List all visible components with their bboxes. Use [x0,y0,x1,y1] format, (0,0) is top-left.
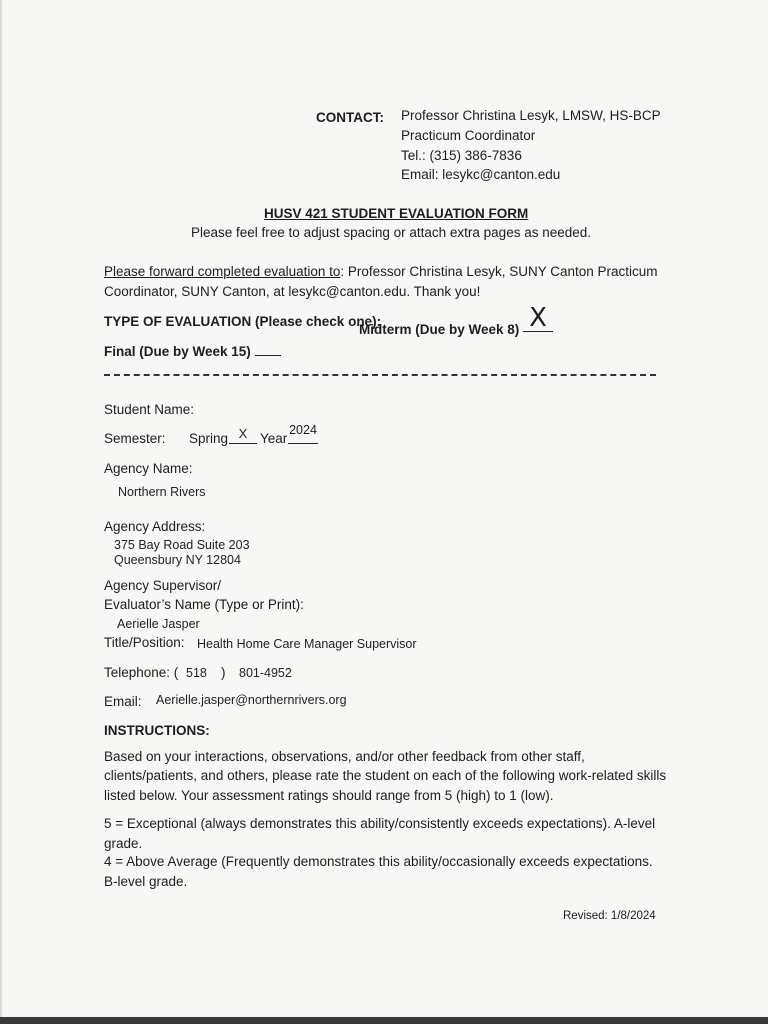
midterm-check-mark: X [529,303,547,333]
supervisor-label-line1: Agency Supervisor/ [104,578,222,593]
contact-email: Email: lesykc@canton.edu [401,167,561,182]
email-value[interactable]: Aerielle.jasper@northernrivers.org [156,693,347,707]
final-option[interactable] [104,343,281,359]
student-name-label: Student Name: [104,402,195,417]
contact-name: Professor Christina Lesyk, LMSW, HS-BCP [401,108,661,123]
scan-left-edge [0,0,2,1024]
midterm-option[interactable] [359,303,553,337]
rating-4-line2: B-level grade. [104,874,188,889]
form-subtitle: Please feel free to adjust spacing or attach extra pages as needed. [191,225,592,240]
forward-text-1: : Professor Christina Lesyk, SUNY Canton Practicum [340,264,658,279]
instructions-heading: INSTRUCTIONS: [104,723,210,738]
final-checkbox[interactable] [255,343,281,356]
contact-label: CONTACT: [316,110,384,125]
telephone-label: Telephone: ( [104,665,179,680]
scan-bottom-edge [0,1017,768,1024]
midterm-checkbox[interactable] [523,303,553,333]
forward-label: Please forward completed evaluation to [104,264,341,279]
spring-checkbox[interactable] [229,425,257,444]
email-label: Email: [104,694,142,709]
revised-date: Revised: 1/8/2024 [563,910,656,922]
instructions-para1-line3: listed below. Your assessment ratings should range from 5 (high) to 1 (low). [104,788,554,803]
spring-label: Spring [189,431,229,446]
telephone-close-paren: ) [221,665,226,680]
agency-name-value[interactable]: Northern Rivers [118,485,206,499]
year-label: Year [260,431,288,446]
year-field[interactable] [288,421,318,444]
supervisor-value[interactable]: Aerielle Jasper [117,617,200,631]
evaluation-type-label: TYPE OF EVALUATION (Please check one): [104,314,382,329]
semester-label: Semester: [104,431,166,446]
instructions-para1-line1: Based on your interactions, observations, and/or other feedback from other staff, [104,749,585,764]
year-value: 2024 [289,423,317,437]
agency-name-label: Agency Name: [104,461,193,476]
telephone-area-code[interactable]: 518 [186,666,207,680]
contact-tel: Tel.: (315) 386-7836 [401,148,522,163]
forward-text-2: Coordinator, SUNY Canton, at lesykc@canton.edu. Thank you! [104,284,481,299]
agency-address-line2[interactable]: Queensbury NY 12804 [114,553,241,567]
title-position-label: Title/Position: [104,635,185,650]
section-divider [104,374,656,376]
agency-address-line1[interactable]: 375 Bay Road Suite 203 [114,538,250,552]
forward-instruction-line1 [104,264,658,279]
agency-address-label: Agency Address: [104,519,206,534]
instructions-para1-line2: clients/patients, and others, please rate the student on each of the following work-related skills [104,768,667,783]
form-title: HUSV 421 STUDENT EVALUATION FORM [264,206,529,221]
rating-5-line1: 5 = Exceptional (always demonstrates this ability/consistently exceeds expectations). A-level [104,816,656,831]
rating-5-line2: grade. [104,836,143,851]
rating-4-line1: 4 = Above Average (Frequently demonstrates this ability/occasionally exceeds expectations. [104,854,653,869]
supervisor-label-line2: Evaluator’s Name (Type or Print): [104,597,304,612]
midterm-label: Midterm (Due by Week 8) [359,322,520,337]
contact-role: Practicum Coordinator [401,128,536,143]
spring-check-mark: X [238,426,248,441]
telephone-number[interactable]: 801-4952 [239,666,292,680]
title-position-value[interactable]: Health Home Care Manager Supervisor [197,637,417,651]
final-label: Final (Due by Week 15) [104,344,251,359]
